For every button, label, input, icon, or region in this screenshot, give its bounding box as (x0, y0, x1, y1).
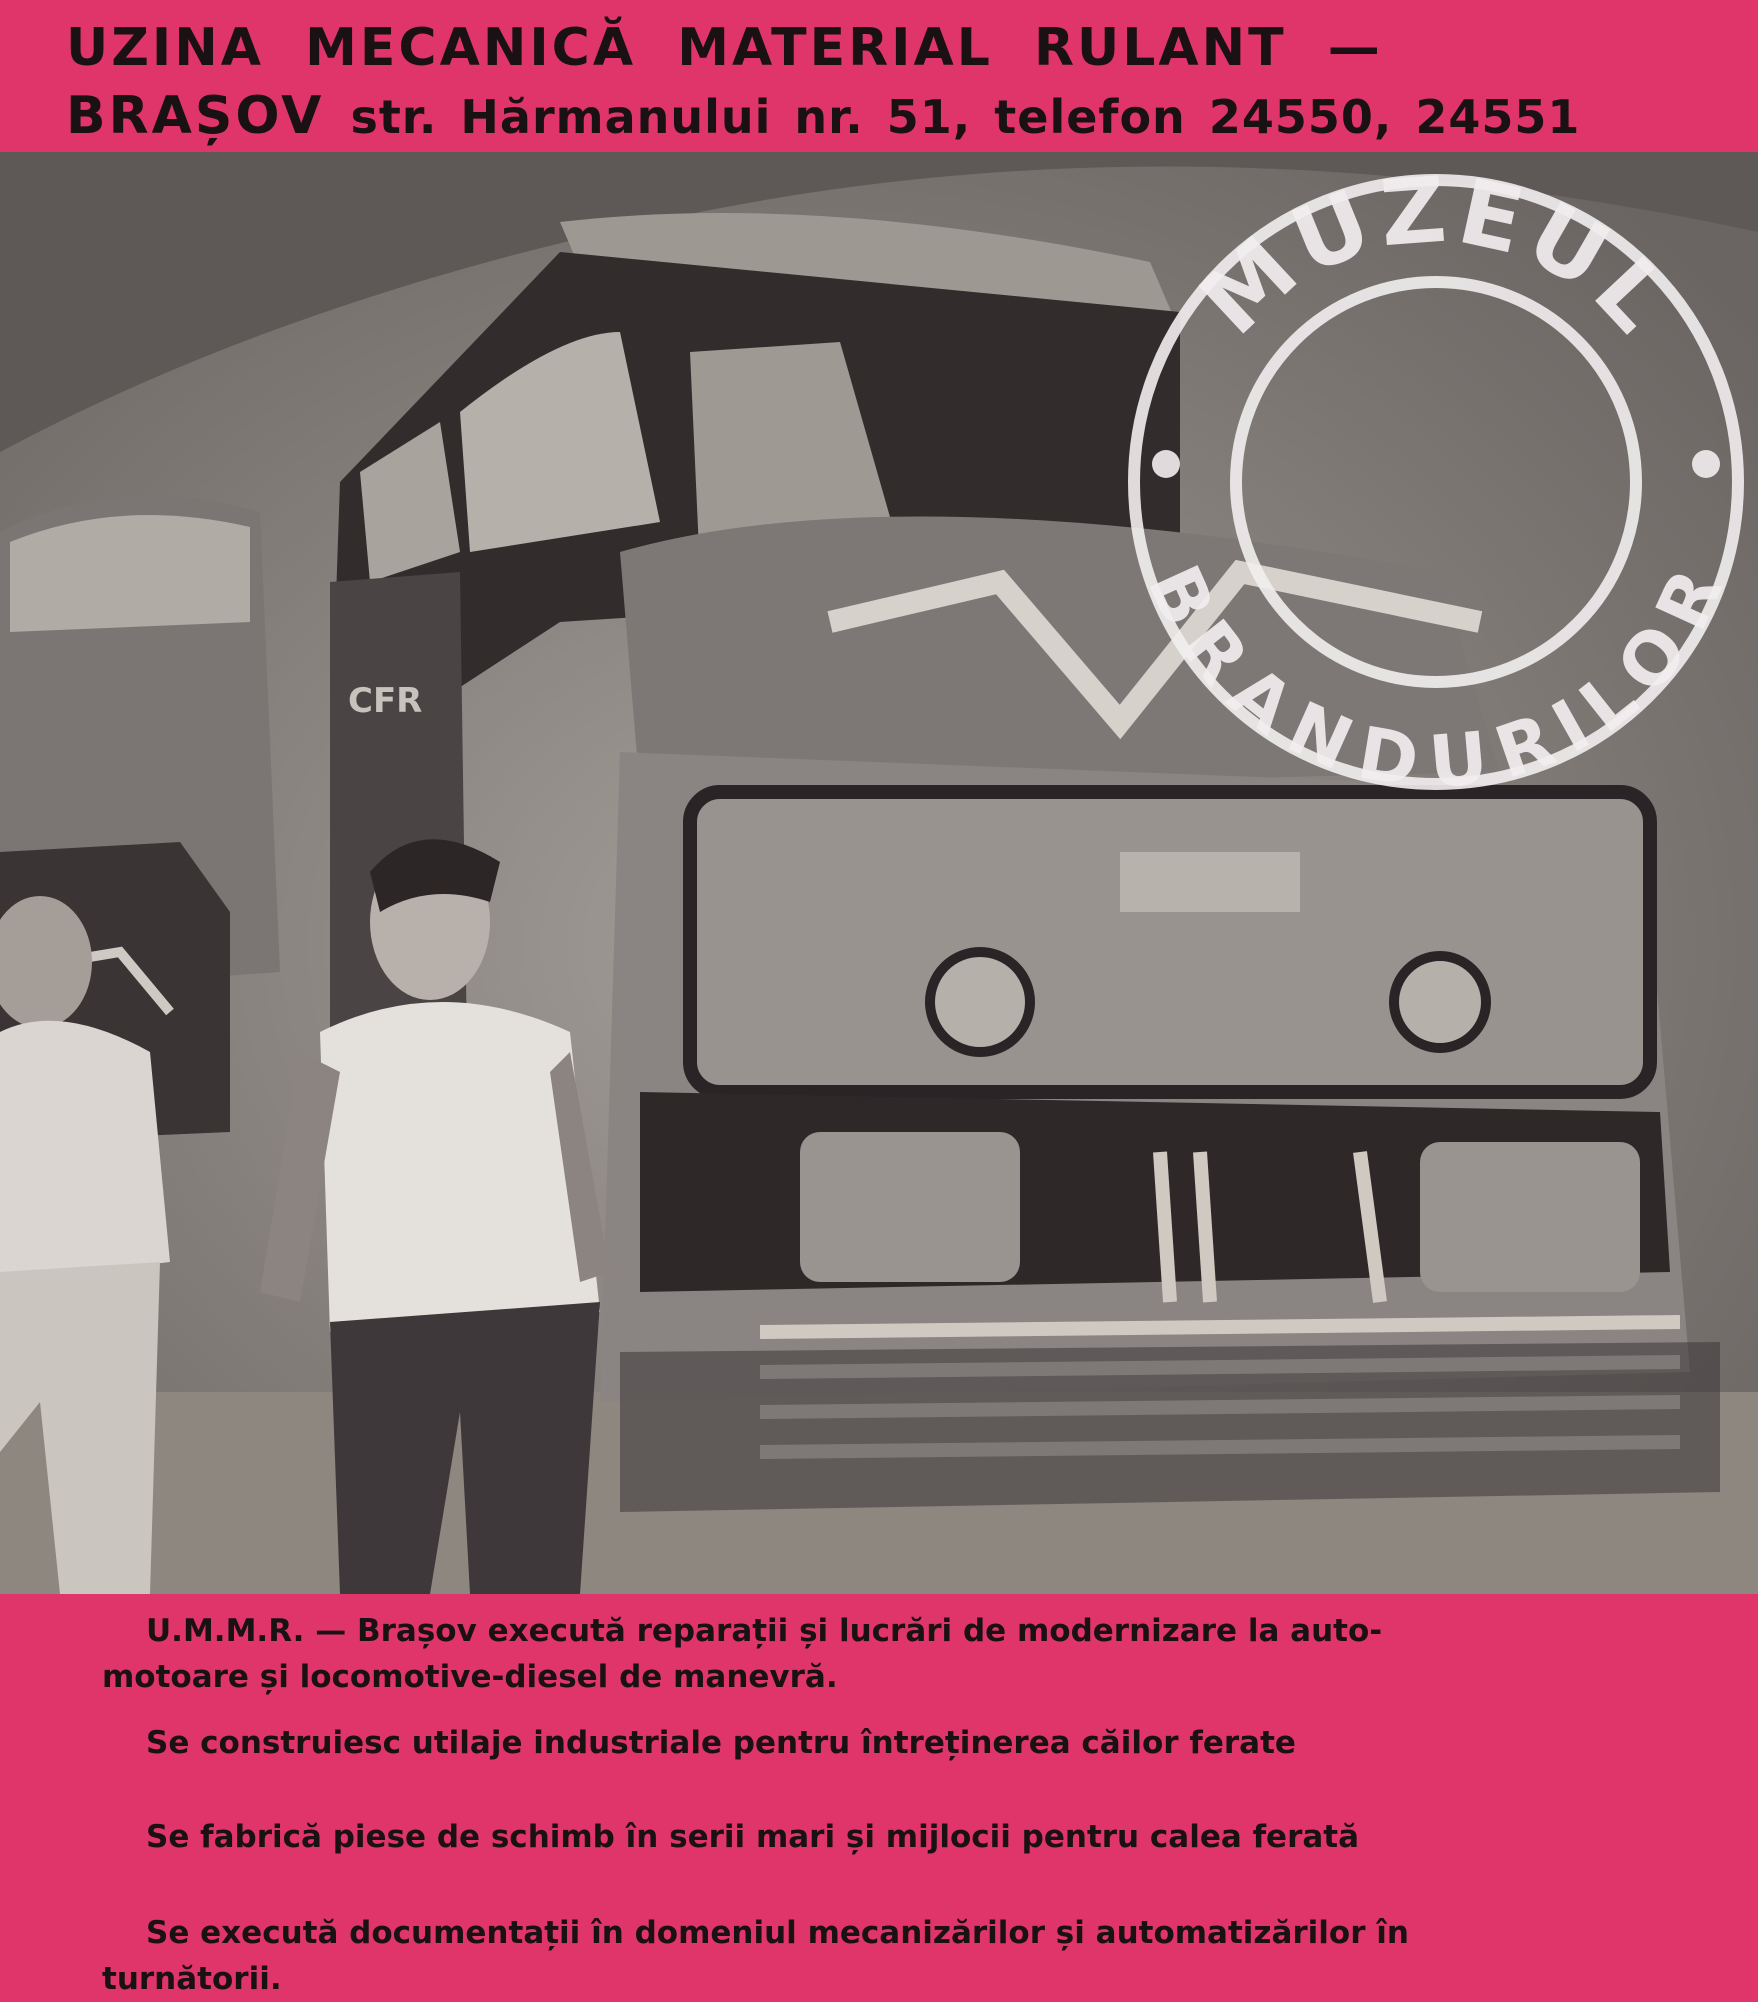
locomotive-illustration (0, 152, 1758, 1594)
description-panel (0, 1594, 1758, 2000)
stamp-top-text: MUZEUL (1180, 164, 1694, 357)
paragraph-services-line1: U.M.M.R. — Brașov execută reparații și lucrări de modernizare la auto- (146, 1613, 1383, 1649)
paragraph-documentation (102, 1910, 1666, 2002)
paragraph-services-line2: motoare și locomotive-diesel de manevră. (102, 1659, 838, 1695)
address-line (66, 86, 1726, 146)
company-name: UZINA MECANICĂ MATERIAL RULANT — (66, 18, 1383, 78)
header (0, 0, 1758, 148)
cfr-marking: CFR (348, 681, 423, 721)
paragraph-documentation-line1: Se execută documentații în domeniul mecanizărilor și automatizărilor în (146, 1915, 1409, 1951)
paragraph-spare-parts: Se fabrică piese de schimb în serii mari și mijlocii pentru calea ferată (146, 1819, 1360, 1855)
paragraph-services (102, 1608, 1666, 1700)
street-address: str. Hărmanului nr. 51, telefon 24550, 24551 (350, 90, 1581, 144)
museum-stamp-icon (1118, 164, 1754, 800)
svg-text:MUZEUL (1181, 164, 1694, 356)
stamp-bottom-text: BRANDURILOR (1131, 553, 1741, 800)
city-name: BRAȘOV (66, 86, 325, 146)
paragraph-documentation-line2: turnătorii. (102, 1961, 282, 1997)
paragraph-equipment: Se construiesc utilaje industriale pentru întreținerea căilor ferate (146, 1725, 1296, 1761)
